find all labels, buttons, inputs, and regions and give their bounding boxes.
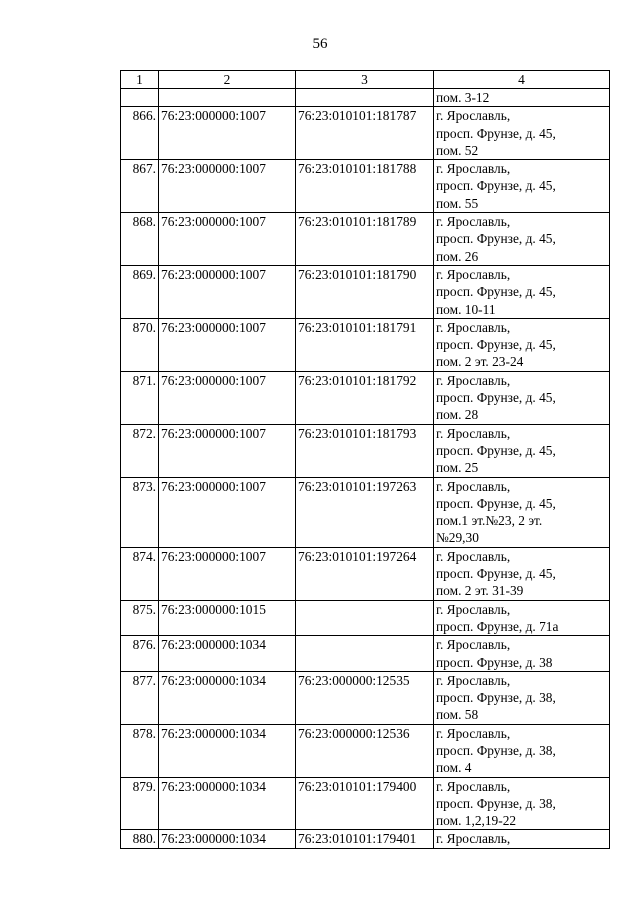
table-row [121, 671, 610, 724]
cadastral-number-parent [159, 89, 296, 107]
cadastral-number-object: 76:23:010101:181790 [296, 265, 434, 318]
cadastral-number-parent: 76:23:000000:1007 [159, 213, 296, 266]
cadastral-number-parent: 76:23:000000:1007 [159, 265, 296, 318]
address-cell [434, 671, 610, 724]
address-line: пом. 58 [436, 707, 479, 723]
address-line: г. Ярославль, [436, 637, 511, 653]
address-line: г. Ярославль, [436, 672, 511, 688]
address-line: просп. Фрунзе, д. 45, [436, 178, 556, 194]
table-header-row [121, 71, 610, 89]
address-line: пом. 2 эт. 31-39 [436, 583, 524, 599]
cadastral-number-parent: 76:23:000000:1007 [159, 371, 296, 424]
cadastral-number-object: 76:23:010101:197263 [296, 477, 434, 547]
address-line: пом. 52 [436, 142, 479, 158]
table-row [121, 265, 610, 318]
address-line: пом. 4 [436, 760, 472, 776]
address-line: г. Ярославль, [436, 319, 511, 335]
row-number: 878. [121, 724, 159, 777]
row-number: 872. [121, 424, 159, 477]
cadastral-number-parent: 76:23:000000:1015 [159, 600, 296, 636]
table-row [121, 89, 610, 107]
address-line: пом. 2 эт. 23-24 [436, 354, 524, 370]
table-row [121, 424, 610, 477]
address-cell [434, 600, 610, 636]
address-line: №29,30 [436, 530, 479, 546]
cadastral-number-object: 76:23:010101:179400 [296, 777, 434, 830]
registry-table [120, 70, 610, 849]
address-line: пом. 3-12 [436, 90, 490, 105]
address-line: просп. Фрунзе, д. 71а [436, 618, 559, 634]
cadastral-number-object: 76:23:010101:181791 [296, 318, 434, 371]
cadastral-number-parent: 76:23:000000:1007 [159, 160, 296, 213]
cadastral-number-object: 76:23:010101:179401 [296, 830, 434, 848]
cadastral-number-object [296, 636, 434, 672]
address-cell [434, 89, 610, 107]
cadastral-number-parent: 76:23:000000:1007 [159, 477, 296, 547]
header-col-4: 4 [434, 71, 610, 89]
row-number: 873. [121, 477, 159, 547]
address-line: просп. Фрунзе, д. 38, [436, 742, 556, 758]
address-line: просп. Фрунзе, д. 45, [436, 390, 556, 406]
table-row [121, 724, 610, 777]
page-number: 56 [312, 36, 328, 52]
address-line: пом. 10-11 [436, 301, 496, 317]
address-line: просп. Фрунзе, д. 45, [436, 231, 556, 247]
row-number: 880. [121, 830, 159, 848]
address-line: г. Ярославль, [436, 161, 511, 177]
address-line: г. Ярославль, [436, 548, 511, 564]
header-col-1: 1 [121, 71, 159, 89]
row-number: 877. [121, 671, 159, 724]
address-line: г. Ярославль, [436, 214, 511, 230]
cadastral-number-object [296, 600, 434, 636]
address-line: пом. 1,2,19-22 [436, 813, 517, 829]
row-number [121, 89, 159, 107]
table-row [121, 777, 610, 830]
cadastral-number-object: 76:23:000000:12536 [296, 724, 434, 777]
address-line: пом. 26 [436, 248, 479, 264]
cadastral-number-object: 76:23:010101:197264 [296, 547, 434, 600]
row-number: 866. [121, 107, 159, 160]
cadastral-number-parent: 76:23:000000:1007 [159, 424, 296, 477]
address-line: г. Ярославль, [436, 831, 511, 847]
cadastral-number-parent: 76:23:000000:1034 [159, 671, 296, 724]
cadastral-number-object: 76:23:000000:12535 [296, 671, 434, 724]
address-line: г. Ярославль, [436, 108, 511, 124]
cadastral-number-object: 76:23:010101:181792 [296, 371, 434, 424]
address-cell [434, 477, 610, 547]
address-cell [434, 636, 610, 672]
address-line: просп. Фрунзе, д. 38, [436, 795, 556, 811]
address-line: просп. Фрунзе, д. 45, [436, 495, 556, 511]
cadastral-number-object [296, 89, 434, 107]
address-cell [434, 424, 610, 477]
address-line: просп. Фрунзе, д. 45, [436, 125, 556, 141]
header-col-2: 2 [159, 71, 296, 89]
table-row [121, 600, 610, 636]
table-row [121, 830, 610, 848]
cadastral-number-parent: 76:23:000000:1007 [159, 547, 296, 600]
table-row [121, 371, 610, 424]
address-cell [434, 371, 610, 424]
cadastral-number-object: 76:23:010101:181789 [296, 213, 434, 266]
address-line: пом.1 эт.№23, 2 эт. [436, 513, 543, 529]
address-cell [434, 213, 610, 266]
row-number: 874. [121, 547, 159, 600]
address-line: г. Ярославль, [436, 478, 511, 494]
cadastral-number-object: 76:23:010101:181793 [296, 424, 434, 477]
header-col-3: 3 [296, 71, 434, 89]
row-number: 875. [121, 600, 159, 636]
address-cell [434, 830, 610, 848]
address-line: просп. Фрунзе, д. 38 [436, 654, 553, 670]
cadastral-number-object: 76:23:010101:181788 [296, 160, 434, 213]
address-cell [434, 724, 610, 777]
address-line: просп. Фрунзе, д. 45, [436, 284, 556, 300]
cadastral-number-object: 76:23:010101:181787 [296, 107, 434, 160]
table-row [121, 107, 610, 160]
address-cell [434, 547, 610, 600]
address-cell [434, 160, 610, 213]
address-line: просп. Фрунзе, д. 38, [436, 690, 556, 706]
address-cell [434, 318, 610, 371]
address-cell [434, 265, 610, 318]
table-row [121, 318, 610, 371]
row-number: 871. [121, 371, 159, 424]
address-line: просп. Фрунзе, д. 45, [436, 337, 556, 353]
table-row [121, 547, 610, 600]
address-line: г. Ярославль, [436, 425, 511, 441]
address-line: г. Ярославль, [436, 266, 511, 282]
address-line: г. Ярославль, [436, 601, 511, 617]
address-cell [434, 777, 610, 830]
address-line: пом. 55 [436, 195, 479, 211]
row-number: 879. [121, 777, 159, 830]
cadastral-number-parent: 76:23:000000:1007 [159, 318, 296, 371]
cadastral-number-parent: 76:23:000000:1007 [159, 107, 296, 160]
table-row [121, 636, 610, 672]
address-line: пом. 28 [436, 407, 479, 423]
address-line: просп. Фрунзе, д. 45, [436, 442, 556, 458]
cadastral-number-parent: 76:23:000000:1034 [159, 724, 296, 777]
address-line: г. Ярославль, [436, 372, 511, 388]
table-row [121, 160, 610, 213]
cadastral-number-parent: 76:23:000000:1034 [159, 777, 296, 830]
row-number: 869. [121, 265, 159, 318]
table-body [121, 89, 610, 849]
table-row [121, 213, 610, 266]
row-number: 868. [121, 213, 159, 266]
address-line: пом. 25 [436, 460, 479, 476]
table-row [121, 477, 610, 547]
row-number: 870. [121, 318, 159, 371]
address-line: г. Ярославль, [436, 778, 511, 794]
cadastral-number-parent: 76:23:000000:1034 [159, 636, 296, 672]
row-number: 867. [121, 160, 159, 213]
address-cell [434, 107, 610, 160]
address-line: г. Ярославль, [436, 725, 511, 741]
cadastral-number-parent: 76:23:000000:1034 [159, 830, 296, 848]
row-number: 876. [121, 636, 159, 672]
address-line: просп. Фрунзе, д. 45, [436, 566, 556, 582]
